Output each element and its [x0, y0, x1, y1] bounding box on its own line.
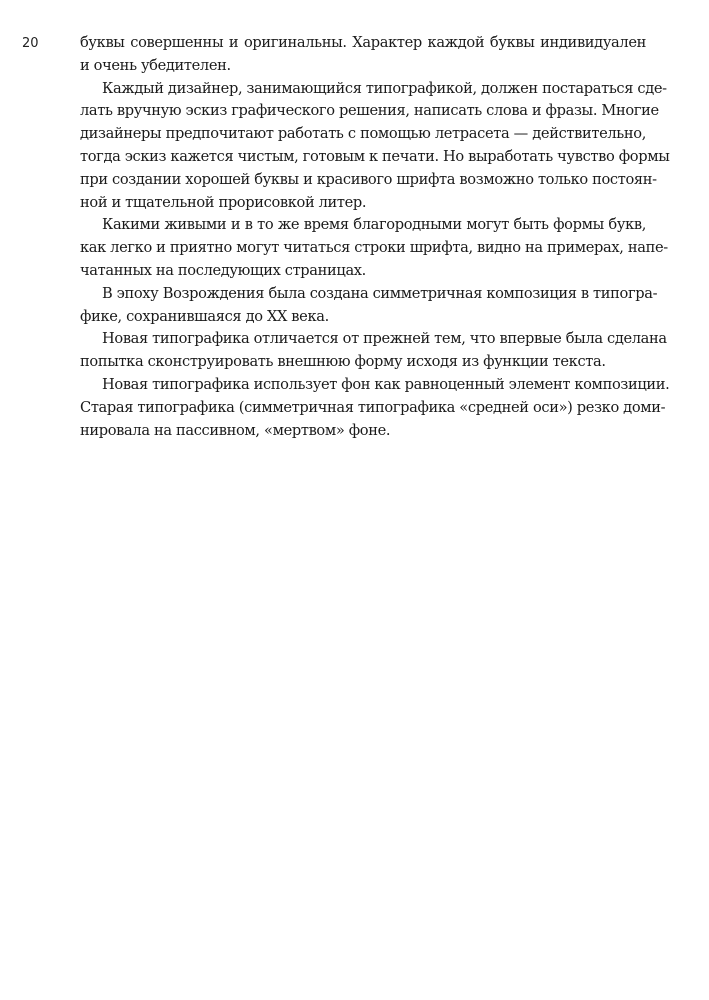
text-line: буквы совершенны и оригинальны. Характер каждой буквы индивидуален — [80, 34, 646, 51]
paragraph-6 — [80, 374, 670, 442]
paragraph-3 — [80, 214, 668, 282]
text-line: при создании хорошей буквы и красивого шрифта возможно только постоян- — [80, 170, 657, 188]
page-number: 20 — [22, 36, 39, 51]
text-line: чатанных на последующих страницах. — [80, 261, 366, 279]
text-line: Какими живыми и в то же время благородными могут быть формы букв, — [102, 216, 646, 234]
text-line: лать вручную эскиз графического решения, написать слова и фразы. Многие — [80, 102, 659, 120]
paragraph-1 — [80, 32, 646, 78]
text-line: тогда эскиз кажется чистым, готовым к печати. Но выработать чувство формы — [80, 147, 670, 165]
text-line: нировала на пассивном, «мертвом» фоне. — [80, 421, 391, 439]
text-line: Новая типографика отличается от прежней тем, что впервые была сделана — [102, 330, 667, 348]
text-line: Старая типографика (симметричная типографика «средней оси») резко доми- — [80, 398, 666, 416]
paragraph-2 — [80, 78, 670, 215]
text-line: дизайнеры предпочитают работать с помощью летрасета — действительно, — [80, 125, 646, 143]
body-text — [80, 32, 670, 442]
paragraph-4 — [80, 283, 658, 329]
paragraph-5 — [80, 328, 667, 374]
text-line: и очень убедителен. — [80, 56, 231, 74]
text-line: Новая типографика использует фон как равноценный элемент композиции. — [102, 375, 670, 393]
text-line: фике, сохранившаяся до XX века. — [80, 307, 329, 325]
text-line: попытка сконструировать внешнюю форму исходя из функции текста. — [80, 353, 606, 371]
text-line: ной и тщательной прорисовкой литер. — [80, 193, 367, 211]
text-line: Каждый дизайнер, занимающийся типографикой, должен постараться сде- — [102, 79, 667, 97]
text-line: В эпоху Возрождения была создана симметричная композиция в типогра- — [102, 284, 658, 302]
text-line: как легко и приятно могут читаться строки шрифта, видно на примерах, напе- — [80, 239, 668, 257]
